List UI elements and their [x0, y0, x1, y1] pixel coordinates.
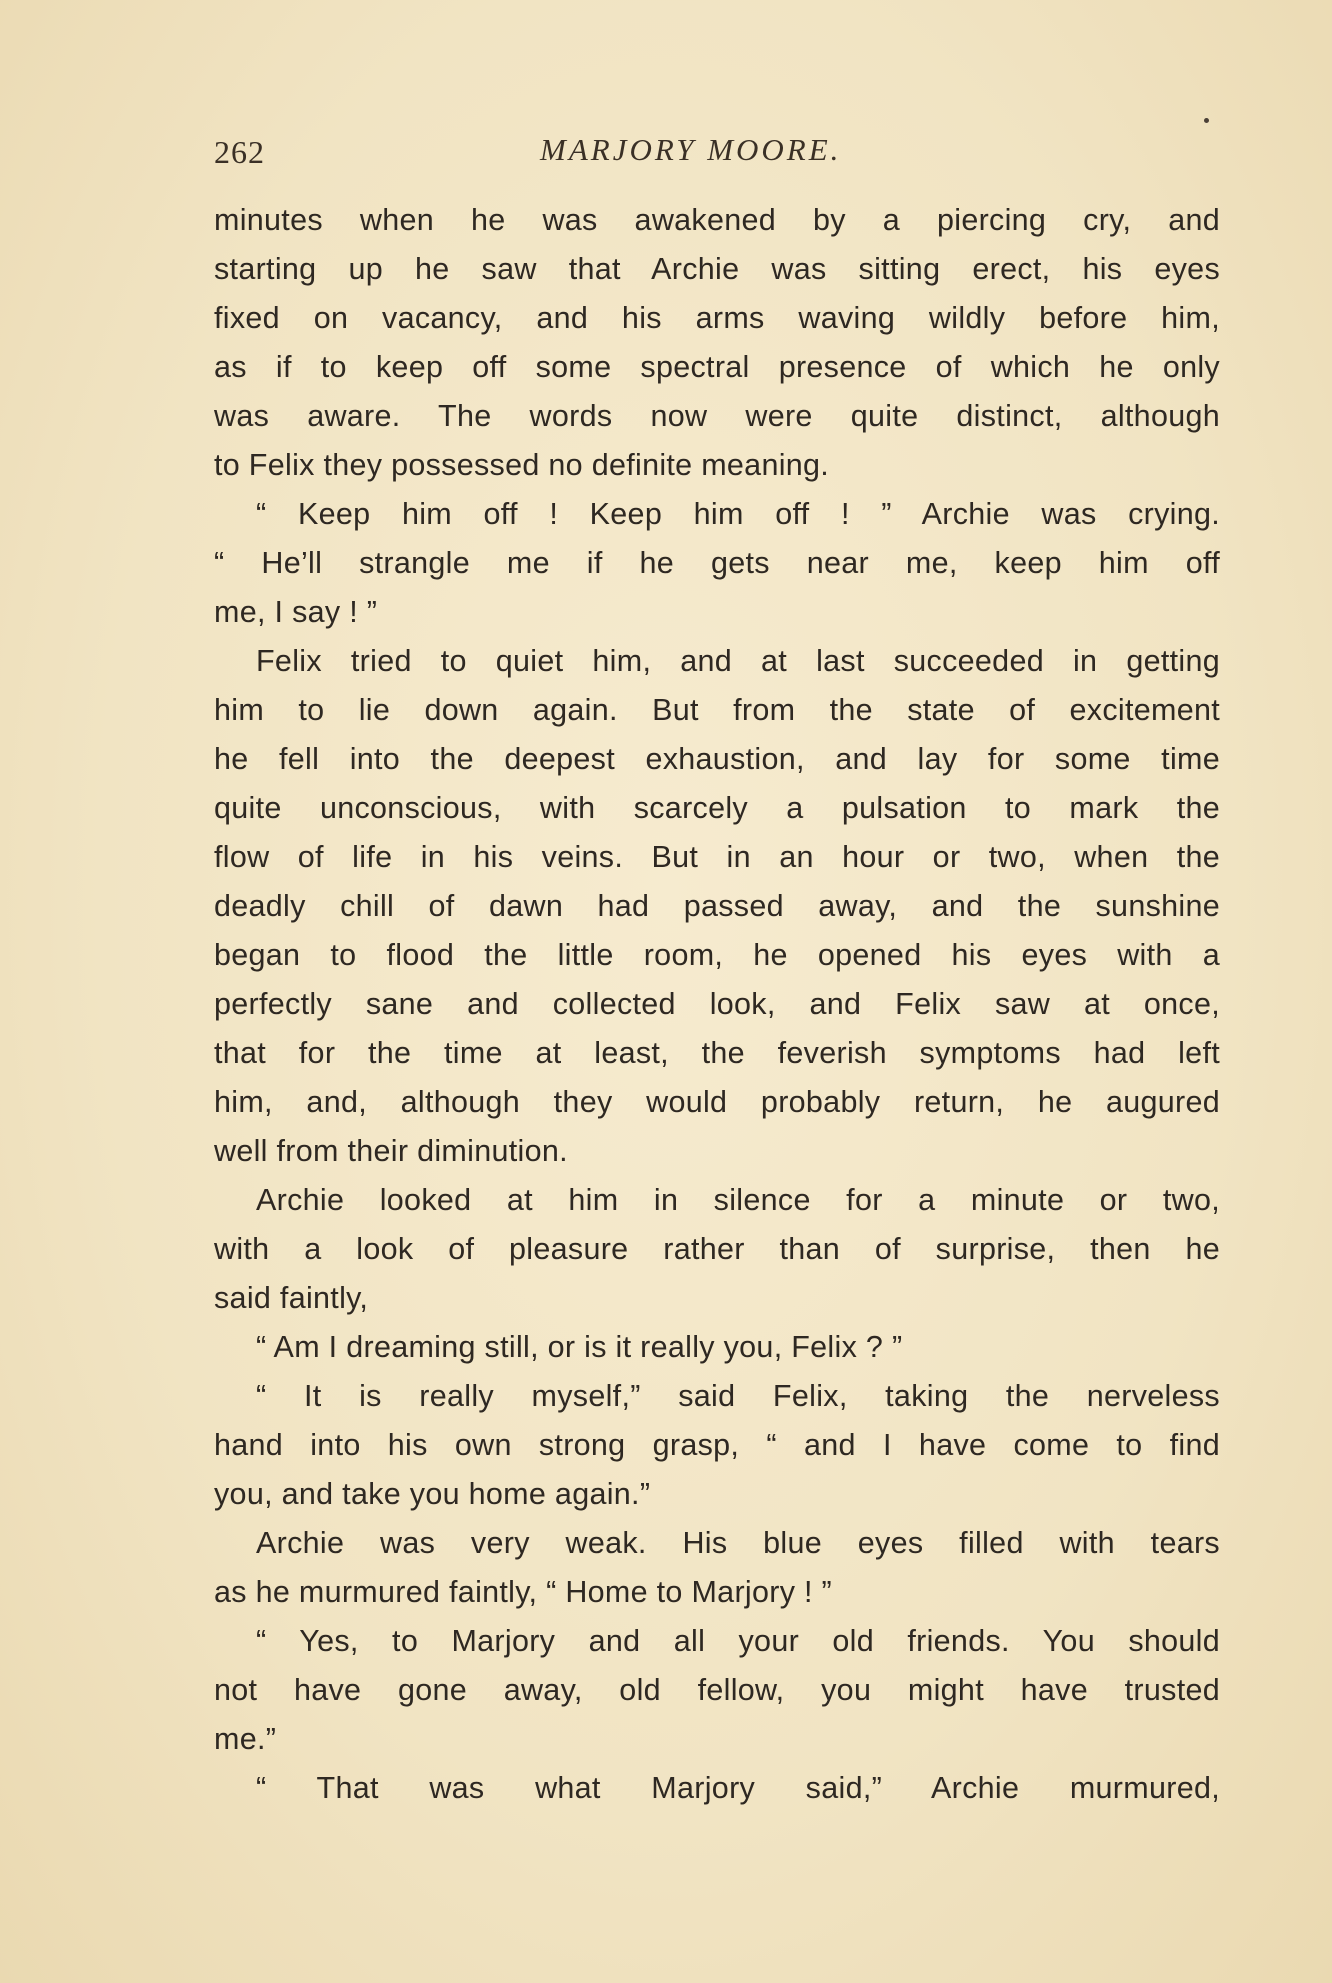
text-line: as he murmured faintly, “ Home to Marjory ! ” [214, 1575, 833, 1609]
text-line: to Felix they possessed no definite meaning. [214, 448, 830, 482]
text-line: hand into his own strong grasp, “ and I have come to find [214, 1428, 1220, 1462]
text-line: quite unconscious, with scarcely a pulsation to mark the [214, 791, 1220, 825]
text-line: flow of life in his veins. But in an hour or two, when the [214, 840, 1220, 874]
text-line: not have gone away, old fellow, you might have trusted [214, 1673, 1220, 1707]
running-title: MARJORY MOORE. [540, 132, 842, 167]
text-line: was aware. The words now were quite distinct, although [214, 399, 1220, 433]
text-line: with a look of pleasure rather than of surprise, then he [214, 1232, 1220, 1266]
text-line: him to lie down again. But from the state of excitement [214, 693, 1220, 727]
text-line: deadly chill of dawn had passed away, and the sunshine [214, 889, 1220, 923]
text-line: said faintly, [214, 1281, 369, 1315]
text-line: well from their diminution. [214, 1134, 568, 1168]
text-line: as if to keep off some spectral presence of which he only [214, 350, 1220, 384]
text-line: me, I say ! ” [214, 595, 378, 629]
text-line: Felix tried to quiet him, and at last succeeded in getting [256, 644, 1220, 678]
text-line: him, and, although they would probably return, he augured [214, 1085, 1220, 1119]
text-line: that for the time at least, the feverish symptoms had left [214, 1036, 1220, 1070]
text-line: “ That was what Marjory said,” Archie murmured, [256, 1771, 1220, 1805]
text-line: starting up he saw that Archie was sitting erect, his eyes [214, 252, 1220, 286]
text-line: “ Am I dreaming still, or is it really you, Felix ? ” [256, 1330, 903, 1364]
text-line: “ Yes, to Marjory and all your old friends. You should [256, 1624, 1220, 1658]
text-line: minutes when he was awakened by a piercing cry, and [214, 203, 1220, 237]
ink-speck [1204, 118, 1209, 123]
page-number: 262 [214, 134, 265, 170]
text-line: “ He’ll strangle me if he gets near me, keep him off [214, 546, 1220, 580]
text-line: Archie looked at him in silence for a minute or two, [256, 1183, 1220, 1217]
text-line: you, and take you home again.” [214, 1477, 651, 1511]
text-line: perfectly sane and collected look, and Felix saw at once, [214, 987, 1220, 1021]
text-line: “ It is really myself,” said Felix, taking the nerveless [256, 1379, 1220, 1413]
text-line: Archie was very weak. His blue eyes filled with tears [256, 1526, 1220, 1560]
text-line: he fell into the deepest exhaustion, and lay for some time [214, 742, 1220, 776]
page-header [214, 128, 1220, 172]
body-text [214, 196, 1220, 1813]
text-line: me.” [214, 1722, 277, 1756]
text-line: began to flood the little room, he opened his eyes with a [214, 938, 1220, 972]
text-line: “ Keep him off ! Keep him off ! ” Archie was crying. [256, 497, 1220, 531]
text-line: fixed on vacancy, and his arms waving wildly before him, [214, 301, 1220, 335]
